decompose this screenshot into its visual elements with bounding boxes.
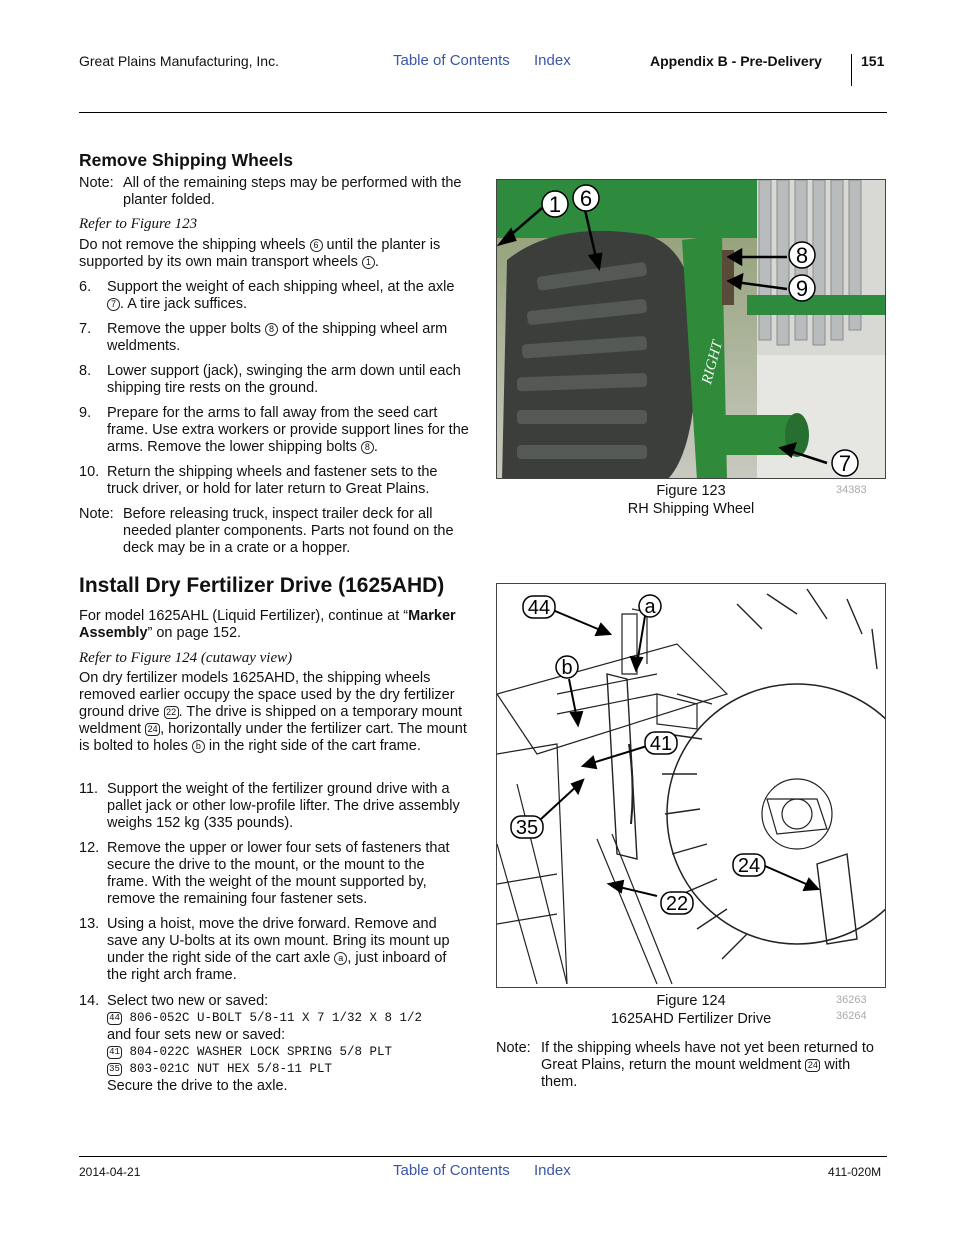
callout-b: b (561, 657, 573, 679)
footer-doc-number: 411-020M (828, 1165, 882, 1179)
figure-124-image (496, 583, 886, 988)
page-number: 151 (861, 53, 885, 69)
figure-124-image-id-1: 36263 (836, 994, 867, 1006)
callout-8: 8 (795, 243, 809, 268)
refer-figure-124: Refer to Figure 124 (cutaway view) (79, 650, 293, 666)
refer-figure-123: Refer to Figure 123 (79, 216, 198, 232)
footer-index-link[interactable]: Index (534, 1162, 571, 1179)
callout-1: 1 (548, 192, 562, 217)
header-company: Great Plains Manufacturing, Inc. (79, 53, 279, 69)
part-44: 44 806-052C U-BOLT 5/8-11 X 7 1/32 X 8 1/2 (107, 1010, 469, 1027)
note-folded: Note: All of the remaining steps may be performed with the planter folded. (79, 175, 462, 208)
header-toc-link[interactable]: Table of Contents (393, 52, 510, 69)
figure-123-image (496, 179, 886, 479)
step-8: 8. Lower support (jack), swinging the arm down until each shipping tire rests on the ground. (79, 363, 461, 396)
step-6: 6. Support the weight of each shipping wheel, at the axle 7 . A tire jack suffices. (79, 279, 455, 312)
marker-assembly-link[interactable]: Marker Assembly (79, 608, 456, 641)
callout-a: a (644, 596, 656, 618)
step-10: 10. Return the shipping wheels and fastener sets to the truck driver, or hold for later return to Great Plains. (79, 464, 438, 497)
figure-124-image-id-2: 36264 (836, 1010, 867, 1022)
header-divider (851, 54, 852, 86)
figure-123-caption: Figure 123 RH Shipping Wheel (627, 483, 755, 517)
header-rule (79, 112, 887, 113)
ref-8: 8 (361, 441, 374, 454)
intro-liquid-fertilizer: For model 1625AHL (Liquid Fertilizer), continue at “Marker Assembly” on page 152. (79, 608, 456, 641)
ref-8: 8 (265, 323, 278, 336)
footer-rule (79, 1156, 887, 1157)
callout-22: 22 (665, 893, 689, 915)
callout-9: 9 (795, 276, 809, 301)
callout-44: 44 (527, 597, 551, 619)
step-7: 7. Remove the upper bolts 8 of the shipping wheel arm weldments. (79, 321, 448, 354)
footer-toc-link[interactable]: Table of Contents (393, 1162, 510, 1179)
callout-7: 7 (838, 451, 852, 476)
callout-35: 35 (515, 817, 539, 839)
ref-7: 7 (107, 298, 120, 311)
step-13: 13. Using a hoist, move the drive forward. Remove and save any U-bolts at its own mount. Bring its mount up under the right side of the cart axle a , just inboard of the right arch frame. (79, 916, 450, 983)
callout-41: 41 (649, 733, 673, 755)
note-return-mount: Note: If the shipping wheels have not yet been returned to Great Plains, return the mount weldment 24 with them. (496, 1040, 874, 1090)
callout-24: 24 (737, 855, 761, 877)
part-35: 35 803-021C NUT HEX 5/8-11 PLT (107, 1061, 469, 1078)
shipping-wheel-photo (497, 180, 886, 479)
note-inspect-deck: Note: Before releasing truck, inspect trailer deck for all needed planter components. Parts not found on the deck may be in a crate or a hopper. (79, 506, 454, 556)
step-12: 12. Remove the upper or lower four sets of fasteners that secure the drive to the mount, or the mount to the frame. With the weight of the mount supported by, remove the remaining four fastener sets. (79, 840, 450, 907)
part-41: 41 804-022C WASHER LOCK SPRING 5/8 PLT (107, 1044, 469, 1061)
step-14: 14. Select two new or saved: 44 806-052C U-BOLT 5/8-11 X 7 1/32 X 8 1/2 and four sets new or saved: 41 804-022C WASHER LOCK SPRING 5/8 PLT 35 803-021C NUT HEX 5/8-11 PLT Secure the drive to the axle. (79, 993, 469, 1095)
intro-paragraph: Do not remove the shipping wheels 6 until the planter is supported by its own main transport wheels 1 . (79, 237, 441, 270)
tire-marking: RIGHT (699, 339, 727, 386)
callout-6: 6 (579, 186, 593, 211)
footer-date: 2014-04-21 (79, 1165, 141, 1179)
ref-b: b (192, 740, 205, 753)
section-heading-shipping-wheels: Remove Shipping Wheels (79, 150, 293, 170)
step-9: 9. Prepare for the arms to fall away from the seed cart frame. Use extra workers or provide support lines for the arms. Remove the lower shipping bolts 8 . (79, 405, 469, 455)
figure-123-image-id: 34383 (836, 484, 867, 496)
header-section: Appendix B - Pre-Delivery (650, 53, 822, 69)
ref-a: a (334, 952, 347, 965)
fertilizer-drive-drawing (497, 584, 886, 988)
header-index-link[interactable]: Index (534, 52, 571, 69)
ref-24: 24 (145, 723, 160, 736)
ref-6: 6 (310, 239, 323, 252)
ref-1: 1 (362, 256, 375, 269)
figure-124-caption: Figure 124 1625AHD Fertilizer Drive (610, 993, 772, 1027)
dry-fertilizer-paragraph: On dry fertilizer models 1625AHD, the shipping wheels removed earlier occupy the space used by the dry fertilizer ground drive 22 . The drive is shipped on a temporary mount weldment 24 , horizontally under the fertilizer cart. The mount is bolted to holes b in the right side of the cart frame. (79, 670, 467, 754)
step-11: 11. Support the weight of the fertilizer ground drive with a pallet jack or other low-profile lifter. The drive assembly weighs 152 kg (335 pounds). (79, 781, 460, 831)
section-heading-fertilizer-drive: Install Dry Fertilizer Drive (1625AHD) (79, 574, 445, 597)
ref-24: 24 (805, 1059, 820, 1072)
ref-22: 22 (164, 706, 179, 719)
